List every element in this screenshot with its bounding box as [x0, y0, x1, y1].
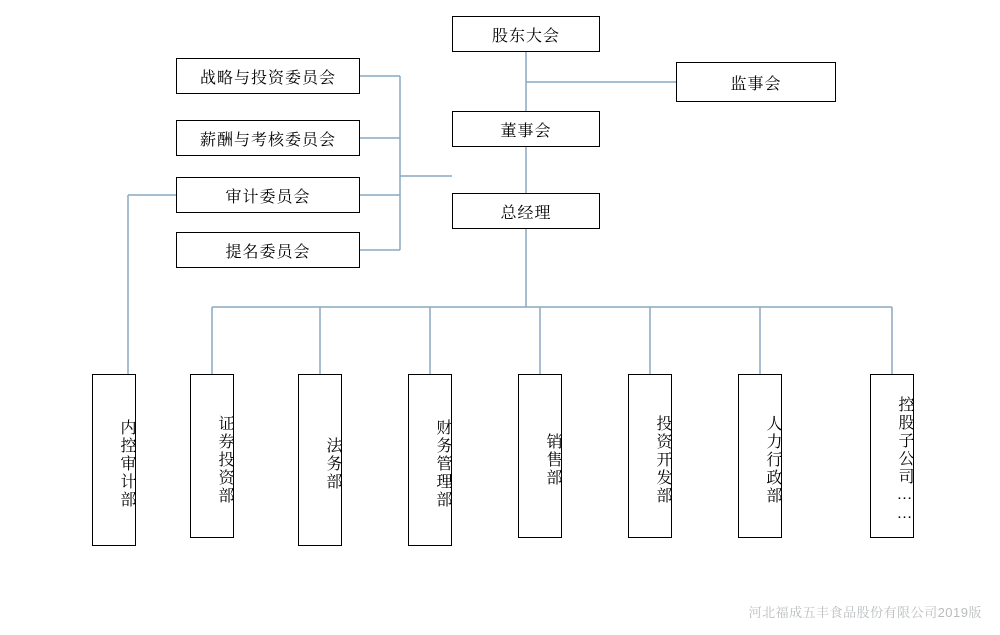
node-department-hr-admin [738, 374, 782, 538]
node-label: 股东大会 [491, 27, 560, 45]
node-label: 董事会 [500, 122, 552, 140]
node-general-manager [452, 193, 600, 229]
node-department-investment-development [628, 374, 672, 538]
node-department-internal-audit [92, 374, 136, 546]
node-label: 战略与投资委员会 [199, 69, 336, 87]
node-label: 人力行政部 [764, 415, 781, 505]
node-committee-nomination [176, 232, 360, 268]
node-label: 审计委员会 [225, 188, 311, 206]
node-label: 控股子公司…… [896, 396, 913, 524]
node-label: 销售部 [544, 433, 561, 487]
node-label: 财务管理部 [434, 419, 451, 509]
node-label: 投资开发部 [654, 415, 671, 505]
node-department-finance [408, 374, 452, 546]
node-department-legal [298, 374, 342, 546]
node-department-sales [518, 374, 562, 538]
node-label: 薪酬与考核委员会 [199, 131, 336, 149]
node-committee-remuneration [176, 120, 360, 156]
node-department-subsidiaries [870, 374, 914, 538]
node-label: 内控审计部 [118, 419, 135, 509]
node-label: 总经理 [500, 204, 552, 222]
node-label: 监事会 [730, 75, 782, 93]
node-committee-audit [176, 177, 360, 213]
node-label: 提名委员会 [225, 243, 311, 261]
node-committee-strategy [176, 58, 360, 94]
node-department-securities-investment [190, 374, 234, 538]
node-shareholders-meeting [452, 16, 600, 52]
node-label: 证券投资部 [216, 415, 233, 505]
footer-company-note: 河北福成五丰食品股份有限公司2019版 [748, 605, 982, 620]
node-supervisory-board [676, 62, 836, 102]
node-label: 法务部 [324, 437, 341, 491]
node-board-of-directors [452, 111, 600, 147]
